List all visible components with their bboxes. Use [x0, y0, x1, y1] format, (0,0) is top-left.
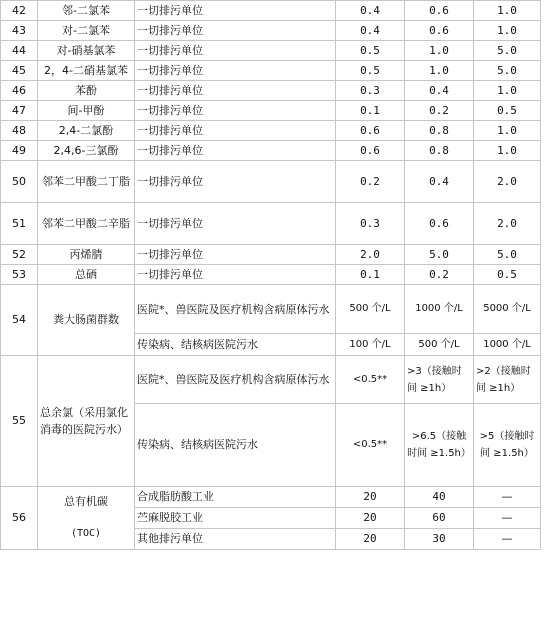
table-row: [1, 1, 541, 21]
grade-1-value: 2.0: [336, 245, 405, 265]
pollutant-name: 邻苯二甲酸二辛脂: [38, 203, 135, 245]
item-number: 48: [1, 121, 38, 141]
discharge-unit: 一切排污单位: [135, 61, 336, 81]
grade-1-value: 0.3: [336, 203, 405, 245]
item-number: 51: [1, 203, 38, 245]
pollutant-name: 2，4-二硝基氯苯: [38, 61, 135, 81]
discharge-unit: 一切排污单位: [135, 245, 336, 265]
grade-1-value: 0.4: [336, 1, 405, 21]
grade-2-value: 5.0: [405, 245, 474, 265]
pollutant-name: 邻-二氯苯: [38, 1, 135, 21]
pollutant-name: 间-甲酚: [38, 101, 135, 121]
table-row: [1, 285, 541, 334]
item-number: 49: [1, 141, 38, 161]
grade-3-value: 1000 个/L: [474, 334, 541, 356]
grade-2-value: 500 个/L: [405, 334, 474, 356]
pollutant-name: 丙烯腈: [38, 245, 135, 265]
item-number: 52: [1, 245, 38, 265]
table-row: [1, 41, 541, 61]
grade-2-value: 0.8: [405, 141, 474, 161]
table-body: [1, 1, 541, 550]
table-row: [1, 161, 541, 203]
discharge-unit: 医院*、兽医院及医疗机构含病原体污水: [135, 285, 336, 334]
discharge-unit: 一切排污单位: [135, 101, 336, 121]
grade-2-value: 0.2: [405, 101, 474, 121]
grade-1-value: 20: [336, 487, 405, 508]
discharge-unit: 一切排污单位: [135, 203, 336, 245]
item-number: 44: [1, 41, 38, 61]
table-row: [1, 356, 541, 404]
pollutant-name: 总硒: [38, 265, 135, 285]
grade-1-value: 500 个/L: [336, 285, 405, 334]
discharge-unit: 一切排污单位: [135, 41, 336, 61]
pollutant-name: 苯酚: [38, 81, 135, 101]
discharge-unit: 传染病、结核病医院污水: [135, 404, 336, 487]
discharge-unit: 其他排污单位: [135, 529, 336, 550]
pollutant-name-line1: 总有机碳: [64, 495, 108, 508]
grade-2-value: 1.0: [405, 41, 474, 61]
discharge-unit: 一切排污单位: [135, 161, 336, 203]
grade-3-value: 5000 个/L: [474, 285, 541, 334]
grade-1-value: 0.3: [336, 81, 405, 101]
pollutant-name: 邻苯二甲酸二丁脂: [38, 161, 135, 203]
discharge-unit: 医院*、兽医院及医疗机构含病原体污水: [135, 356, 336, 404]
grade-1-value: 0.5: [336, 61, 405, 81]
table-row: [1, 265, 541, 285]
item-number: 45: [1, 61, 38, 81]
grade-3-value: 0.5: [474, 265, 541, 285]
grade-1-value: 0.1: [336, 265, 405, 285]
item-number: 42: [1, 1, 38, 21]
grade-3-value: —: [474, 487, 541, 508]
table-row: [1, 61, 541, 81]
item-number: 46: [1, 81, 38, 101]
grade-1-value: 0.6: [336, 141, 405, 161]
item-number: 53: [1, 265, 38, 285]
grade-1-value: 0.5: [336, 41, 405, 61]
grade-2-value: 0.4: [405, 81, 474, 101]
grade-2-value: 30: [405, 529, 474, 550]
item-number: 54: [1, 285, 38, 356]
grade-2-value: 0.6: [405, 21, 474, 41]
item-number: 56: [1, 487, 38, 550]
grade-1-value: 0.2: [336, 161, 405, 203]
grade-3-value: 1.0: [474, 81, 541, 101]
item-number: 43: [1, 21, 38, 41]
discharge-unit: 一切排污单位: [135, 21, 336, 41]
grade-3-value: 1.0: [474, 21, 541, 41]
grade-1-value: 20: [336, 529, 405, 550]
table-row: [1, 203, 541, 245]
grade-3-value: 1.0: [474, 141, 541, 161]
grade-1-value: 0.6: [336, 121, 405, 141]
grade-2-value: 40: [405, 487, 474, 508]
discharge-unit: 一切排污单位: [135, 265, 336, 285]
grade-3-value: 5.0: [474, 61, 541, 81]
grade-1-value: 0.4: [336, 21, 405, 41]
pollutant-name: 2,4,6-三氯酚: [38, 141, 135, 161]
grade-3-value: 1.0: [474, 121, 541, 141]
grade-3-value: 2.0: [474, 203, 541, 245]
discharge-unit: 一切排污单位: [135, 1, 336, 21]
grade-3-value: —: [474, 508, 541, 529]
table-row: [1, 81, 541, 101]
pollutant-name: 对-硝基氯苯: [38, 41, 135, 61]
pollutant-name: [38, 487, 135, 550]
table-row: [1, 141, 541, 161]
grade-3-value: 5.0: [474, 41, 541, 61]
grade-3-value: 1.0: [474, 1, 541, 21]
grade-2-value: 0.6: [405, 1, 474, 21]
table-row: [1, 121, 541, 141]
table-row: [1, 487, 541, 508]
pollutant-name: 总余氯（采用氯化消毒的医院污水）: [38, 356, 135, 487]
grade-2-value: 1.0: [405, 61, 474, 81]
grade-2-value: 0.4: [405, 161, 474, 203]
item-number: 55: [1, 356, 38, 487]
grade-2-value: >6.5（接触时间 ≥1.5h）: [405, 404, 474, 487]
discharge-unit: 一切排污单位: [135, 121, 336, 141]
grade-3-value: >2（接触时间 ≥1h）: [474, 356, 541, 404]
pollutant-name: 对-二氯苯: [38, 21, 135, 41]
item-number: 50: [1, 161, 38, 203]
pollutant-name-line2: (TOC): [70, 528, 102, 539]
grade-3-value: 0.5: [474, 101, 541, 121]
grade-1-value: 100 个/L: [336, 334, 405, 356]
table-row: [1, 245, 541, 265]
grade-2-value: 0.8: [405, 121, 474, 141]
discharge-unit: 传染病、结核病医院污水: [135, 334, 336, 356]
grade-3-value: 5.0: [474, 245, 541, 265]
grade-2-value: 1000 个/L: [405, 285, 474, 334]
grade-3-value: >5（接触时间 ≥1.5h）: [474, 404, 541, 487]
table-row: [1, 21, 541, 41]
grade-1-value: <0.5**: [336, 356, 405, 404]
discharge-unit: 苎麻脱胶工业: [135, 508, 336, 529]
grade-1-value: <0.5**: [336, 404, 405, 487]
grade-1-value: 0.1: [336, 101, 405, 121]
table-row: [1, 101, 541, 121]
grade-2-value: 0.6: [405, 203, 474, 245]
grade-3-value: 2.0: [474, 161, 541, 203]
pollutant-name: 2,4-二氯酚: [38, 121, 135, 141]
discharge-unit: 一切排污单位: [135, 141, 336, 161]
grade-3-value: —: [474, 529, 541, 550]
grade-1-value: 20: [336, 508, 405, 529]
discharge-unit: 一切排污单位: [135, 81, 336, 101]
grade-2-value: 0.2: [405, 265, 474, 285]
item-number: 47: [1, 101, 38, 121]
grade-2-value: 60: [405, 508, 474, 529]
grade-2-value: >3（接触时间 ≥1h）: [405, 356, 474, 404]
discharge-unit: 合成脂肪酸工业: [135, 487, 336, 508]
pollutant-name: 粪大肠菌群数: [38, 285, 135, 356]
